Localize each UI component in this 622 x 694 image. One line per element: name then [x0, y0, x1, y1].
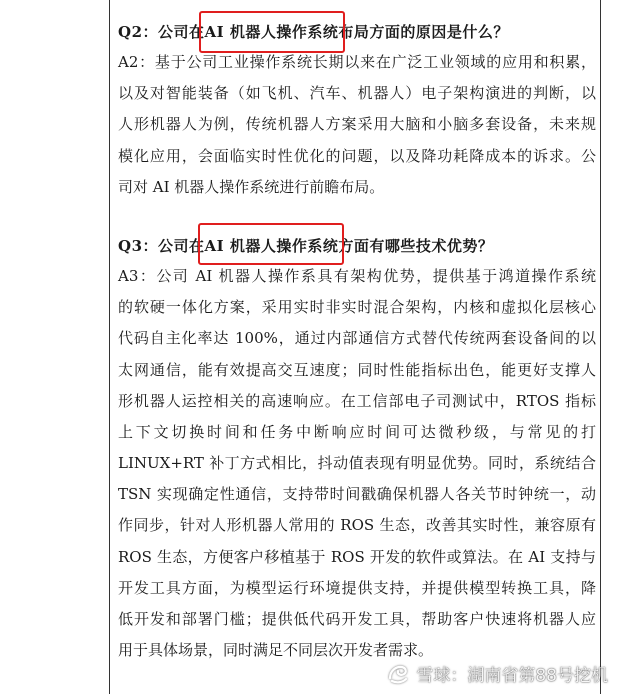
question-q3-prefix: Q3：公司在 — [118, 236, 205, 255]
answer-line: 用于具体场景，同时满足不同层次开发者需求。 — [118, 641, 434, 660]
answer-line: 太网通信，能有效提高交互速度；同时性能指标出色，能更好支撑人 — [118, 360, 596, 379]
answer-line: 上下文切换时间和任务中断响应时间可达微秒级，与常见的打 — [118, 422, 596, 441]
answer-line: A3：公司 AI 机器人操作系具有架构优势，提供基于鸿道操作系统 — [118, 266, 596, 285]
question-q2-suffix: 布局方面的原因是什么？ — [338, 23, 509, 41]
question-q3-highlight: AI 机器人操作系统 — [204, 236, 339, 255]
question-q3-suffix: 方面有哪些技术优势？ — [338, 236, 494, 255]
question-q2 — [118, 18, 596, 46]
answer-line: 以及对智能装备（如飞机、汽车、机器人）电子架构演进的判断，以 — [118, 84, 596, 103]
answer-line: 代码自主化率达 100%，通过内部通信方式替代传统两套设备间的以 — [118, 329, 596, 348]
watermark-text: 雪球：湖南省第88号挖机 — [416, 666, 608, 686]
page-border-left — [109, 0, 110, 694]
highlight-box-q3 — [198, 223, 344, 265]
page-border-right — [600, 0, 601, 694]
answer-line: ROS 生态，方便客户移植基于 ROS 开发的软件或算法。在 AI 支持与 — [118, 547, 596, 566]
question-q2-highlight: AI 机器人操作系统 — [204, 23, 339, 41]
snowball-logo-icon — [386, 663, 410, 685]
highlight-box-q2 — [199, 11, 345, 53]
answer-line: LINUX+RT 补丁方式相比，抖动值表现有明显优势。同时，系统结合 — [118, 454, 596, 473]
answer-line: A2：基于公司工业操作系统长期以来在广泛工业领域的应用和积累， — [118, 53, 596, 71]
answer-line: 人形机器人为例，传统机器人方案采用大脑和小脑多套设备，未来规 — [118, 115, 596, 134]
qa-content — [118, 18, 596, 666]
question-q2-prefix: Q2：公司在 — [118, 23, 205, 41]
answer-line: 的软硬一体化方案，采用实时非实时混合架构，内核和虚拟化层核心 — [118, 298, 596, 317]
answer-line: 低开发和部署门槛；提供低代码开发工具，帮助客户快速将机器人应 — [118, 610, 596, 628]
answer-line: 作同步，针对人形机器人常用的 ROS 生态，改善其实时性，兼容原有 — [118, 516, 596, 535]
answer-line: 模化应用，会面临实时性优化的问题，以及降功耗降成本的诉求。公 — [118, 146, 596, 165]
answer-line: 形机器人运控相关的高速响应。在工信部电子司测试中，RTOS 指标 — [118, 391, 596, 410]
question-q3 — [118, 232, 596, 260]
answer-line: 开发工具方面，为模型运行环境提供支持，并提供模型转换工具，降 — [118, 578, 596, 597]
answer-line: TSN 实现确定性通信，支持带时间戳确保机器人各关节时钟统一，动 — [118, 485, 596, 504]
snowball-watermark — [386, 661, 608, 686]
answer-line: 司对 AI 机器人操作系统进行前瞻布局。 — [118, 177, 385, 196]
answer-q3 — [118, 261, 596, 666]
answer-q2 — [118, 47, 596, 203]
